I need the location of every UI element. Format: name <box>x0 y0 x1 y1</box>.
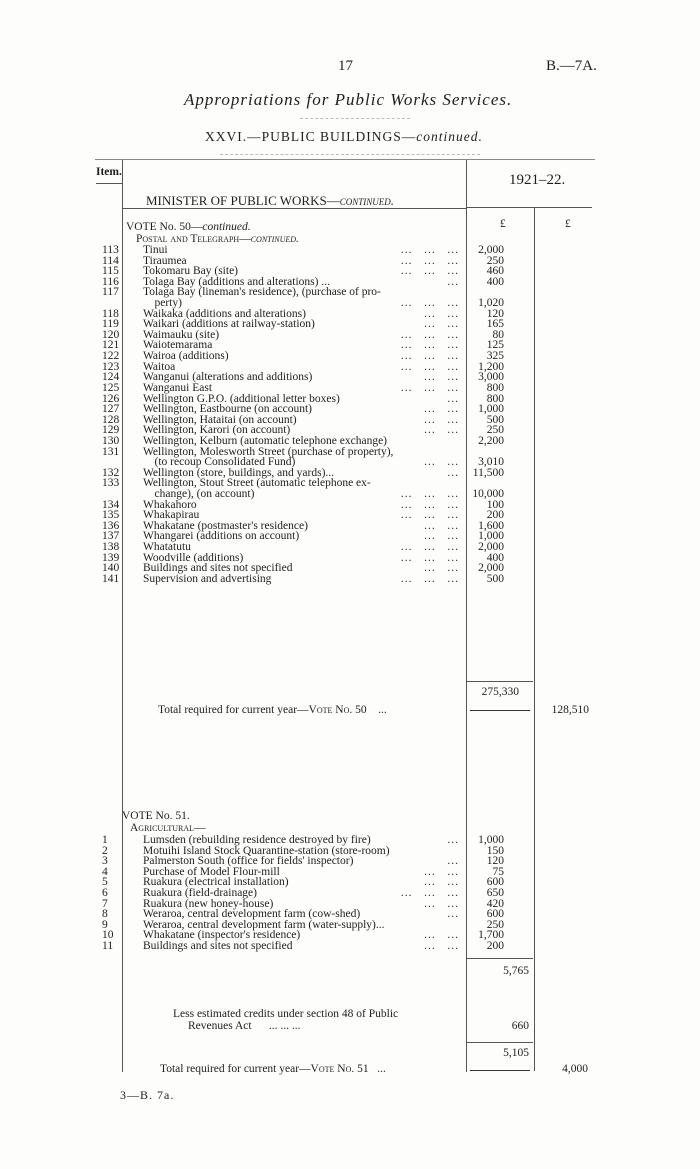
item-description <box>143 941 459 952</box>
item-description-text: Wellington, Hataitai (on account) <box>143 413 297 426</box>
item-description-text: Whakahoro <box>143 498 197 511</box>
page-title: Appropriations for Public Works Services. <box>184 90 513 109</box>
item-amount: 100 <box>486 498 504 511</box>
leader-dots: ... ... ... <box>400 488 459 501</box>
item-description-text: Tokomaru Bay (site) <box>143 265 239 278</box>
item-description-text: Tolaga Bay (additions and alterations) ... <box>143 275 330 288</box>
item-description-text: Ruakura (new honey-house) <box>143 897 274 910</box>
item-number: 127 <box>102 403 120 416</box>
item-description-text: Wellington, Stout Street (automatic telephone ex- <box>143 477 371 490</box>
leader-dots: ... ... <box>424 530 459 543</box>
item-amount: 250 <box>486 424 504 437</box>
leader-dots: ... ... ... <box>400 498 459 511</box>
item-amount: 1,020 <box>478 297 504 310</box>
currency-symbol-col1: £ <box>500 218 506 230</box>
item-amount: 165 <box>486 318 504 331</box>
item-amount: 200 <box>486 509 504 522</box>
item-amount: 80 <box>492 328 504 341</box>
item-description-text: Lumsden (rebuilding residence destroyed by fire) <box>143 834 371 846</box>
item-amount: 1,700 <box>478 929 504 942</box>
section-heading-main: XXVI.—PUBLIC BUILDINGS— <box>205 129 417 144</box>
item-number: 124 <box>102 371 120 384</box>
item-description-text: Motuihi Island Stock Quarantine-station (store-room) <box>143 844 390 857</box>
leader-dots: ... <box>447 466 459 479</box>
item-description-text: Wanganui (alterations and additions) <box>143 371 313 384</box>
leader-dots: ... ... <box>424 940 459 953</box>
credits-amount: 660 <box>511 1020 529 1032</box>
item-amount: 2,000 <box>478 244 504 256</box>
item-number: 2 <box>102 844 108 857</box>
item-description-text: Weraroa, central development farm (cow-shed) <box>143 908 361 921</box>
item-number: 3 <box>102 855 108 868</box>
leader-dots: ... <box>447 392 459 405</box>
item-number: 116 <box>102 275 119 288</box>
ministry-heading-main: MINISTER OF PUBLIC WORKS— <box>146 193 340 208</box>
item-amount: 3,010 <box>478 456 504 469</box>
item-description-text: perty) <box>143 297 182 310</box>
item-description-text: Wairoa (additions) <box>143 350 229 363</box>
item-number: 11 <box>102 940 114 953</box>
item-amount: 600 <box>486 908 504 921</box>
item-description-text: Ruakura (electrical installation) <box>143 876 289 889</box>
item-amount: 600 <box>486 876 504 889</box>
item-amount: 10,000 <box>472 488 504 501</box>
item-number: 9 <box>102 918 108 931</box>
item-amount: 1,600 <box>478 519 504 532</box>
footer-signature: 3—B. 7a. <box>120 1088 175 1102</box>
item-description-text: Supervision and advertising <box>143 572 272 585</box>
item-amount: 500 <box>486 572 504 585</box>
item-number: 137 <box>102 530 120 543</box>
vote-50-subtotal: 275,330 <box>481 686 519 698</box>
leader-dots: ... ... <box>424 413 459 426</box>
leader-dots: ... ... ... <box>400 887 459 900</box>
leader-dots: ... <box>447 908 459 921</box>
leader-dots: ... ... ... <box>400 551 459 564</box>
item-description-text: Waiotemarama <box>143 339 213 352</box>
leader-dots: ... <box>447 275 459 288</box>
item-description-text: Whangarei (additions on account) <box>143 530 300 543</box>
item-description-text: Waikari (additions at railway-station) <box>143 318 315 331</box>
table-row <box>102 941 512 952</box>
item-description-text: Ruakura (field-drainage) <box>143 887 257 900</box>
item-description-text: change), (on account) <box>143 488 255 501</box>
vote-51-subheading: Agricultural— <box>130 822 206 834</box>
item-amount: 2,000 <box>478 541 504 554</box>
item-number: 123 <box>102 360 120 373</box>
leader-dots: ... ... <box>424 371 459 384</box>
item-description-text: Weraroa, central development farm (water-supply)... <box>143 918 385 931</box>
item-description-text: Whatatutu <box>143 541 191 554</box>
vote-51-total-label: Total required for current year—Vote No. 51 ... <box>160 1063 386 1075</box>
leader-dots: ... ... <box>424 562 459 575</box>
year-column-header: 1921–22. <box>509 172 566 188</box>
item-amount: 11,500 <box>472 466 504 479</box>
item-number: 126 <box>102 392 120 405</box>
item-number: 131 <box>102 445 120 458</box>
item-description-text: Whakapirau <box>143 509 200 522</box>
item-number: 4 <box>102 865 108 878</box>
item-description-text: Tolaga Bay (lineman's residence), (purchase of pro- <box>143 286 381 299</box>
item-amount: 800 <box>486 381 504 394</box>
vote-50-heading: VOTE No. 50—continued. <box>126 221 251 233</box>
vote-50-table <box>102 245 512 585</box>
item-amount: 150 <box>486 844 504 857</box>
item-amount: 400 <box>486 275 504 288</box>
item-number: 119 <box>102 318 119 331</box>
item-number: 132 <box>102 466 120 479</box>
item-number: 122 <box>102 350 120 363</box>
leader-dots: ... ... <box>424 403 459 416</box>
leader-dots: ... ... <box>424 424 459 437</box>
item-number: 7 <box>102 897 108 910</box>
item-amount: 500 <box>486 413 504 426</box>
item-amount: 1,000 <box>478 403 504 416</box>
leader-dots: ... ... ... <box>400 541 459 554</box>
item-number: 5 <box>102 876 108 889</box>
leader-dots: ... ... ... <box>400 244 459 256</box>
item-description-text: Purchase of Model Flour-mill <box>143 865 280 878</box>
item-amount: 400 <box>486 551 504 564</box>
item-description-text: Wellington, Kelburn (automatic telephone exchange) <box>143 434 387 447</box>
item-number: 115 <box>102 265 119 278</box>
item-number: 134 <box>102 498 120 511</box>
vote-51-total: 4,000 <box>562 1063 588 1075</box>
item-amount: 200 <box>486 940 504 953</box>
leader-dots: ... ... ... <box>400 265 459 278</box>
item-amount: 120 <box>486 307 504 320</box>
item-description-text: Woodville (additions) <box>143 551 244 564</box>
item-description-text: Whakatane (postmaster's residence) <box>143 519 308 532</box>
vote-51-net: 5,105 <box>503 1047 529 1059</box>
leader-dots: ... ... <box>424 897 459 910</box>
item-amount: 125 <box>486 339 504 352</box>
leader-dots: ... ... ... <box>400 350 459 363</box>
item-description-text: Wellington G.P.O. (additional letter boxes) <box>143 392 340 405</box>
item-amount: 800 <box>486 392 504 405</box>
ministry-heading <box>146 193 394 209</box>
vote-50-total-label: Total required for current year—Vote No. 50 ... <box>158 704 387 716</box>
currency-symbol-col2: £ <box>565 218 571 230</box>
vote-50-subheading: Postal and Telegraph—continued. <box>136 233 299 245</box>
leader-dots: ... ... ... <box>400 254 459 267</box>
item-amount: 1,000 <box>478 834 504 846</box>
item-number: 139 <box>102 551 120 564</box>
leader-dots: ... ... ... <box>400 339 459 352</box>
item-description-text: Wanganui East <box>143 381 213 394</box>
item-amount: 2,200 <box>478 434 504 447</box>
item-amount: 120 <box>486 855 504 868</box>
vote-51-heading: VOTE No. 51. <box>122 810 190 822</box>
page-number: 17 <box>338 58 353 74</box>
item-description-text: Waitoa <box>143 360 176 373</box>
item-number: 1 <box>102 834 108 846</box>
credits-line-1: Less estimated credits under section 48 of Public <box>173 1008 399 1020</box>
ministry-heading-suffix: continued. <box>339 193 394 208</box>
leader-dots: ... ... <box>424 865 459 878</box>
item-description <box>143 574 459 585</box>
leader-dots: ... ... <box>424 929 459 942</box>
table-row <box>102 574 512 585</box>
item-description-text: Buildings and sites not specified <box>143 940 293 953</box>
vote-51-table <box>102 835 512 952</box>
item-number: 121 <box>102 339 120 352</box>
item-number: 130 <box>102 434 120 447</box>
item-description-text: Wellington (store, buildings, and yards)... <box>143 466 335 479</box>
item-description-text: Palmerston South (office for fields' inspector) <box>143 855 354 868</box>
item-number: 114 <box>102 254 119 267</box>
section-heading <box>205 129 483 145</box>
item-amount: 75 <box>492 865 504 878</box>
item-number: 125 <box>102 381 120 394</box>
item-amount: 2,000 <box>478 562 504 575</box>
item-amount: 650 <box>486 887 504 900</box>
item-description-text: Wellington, Eastbourne (on account) <box>143 403 312 416</box>
item-number: 129 <box>102 424 120 437</box>
item-number: 128 <box>102 413 120 426</box>
item-number: 136 <box>102 519 120 532</box>
leader-dots: ... ... <box>424 456 459 469</box>
item-number: 118 <box>102 307 119 320</box>
leader-dots: ... ... <box>424 307 459 320</box>
credits-line-2: Revenues Act ... ... ... <box>188 1020 301 1032</box>
item-amount: 250 <box>486 254 504 267</box>
document-reference: B.—7A. <box>546 58 597 74</box>
leader-dots: ... ... ... <box>400 297 459 310</box>
leader-dots: ... <box>447 855 459 868</box>
item-number: 117 <box>102 286 119 299</box>
leader-dots: ... ... <box>424 876 459 889</box>
leader-dots: ... ... ... <box>400 509 459 522</box>
item-number: 6 <box>102 887 108 900</box>
item-number: 133 <box>102 477 120 490</box>
item-number: 113 <box>102 244 119 256</box>
vote-50-total: 128,510 <box>551 704 589 716</box>
item-amount: 325 <box>486 350 504 363</box>
item-description-text: Waikaka (additions and alterations) <box>143 307 306 320</box>
item-description-text: Whakatane (inspector's residence) <box>143 929 301 942</box>
item-number: 138 <box>102 541 120 554</box>
item-description-text: (to recoup Consolidated Fund) <box>143 456 296 469</box>
leader-dots: ... ... ... <box>400 572 459 585</box>
item-description-text: Waimauku (site) <box>143 328 220 341</box>
item-number: 135 <box>102 509 120 522</box>
item-amount: 420 <box>486 897 504 910</box>
item-description-text: Buildings and sites not specified <box>143 562 293 575</box>
item-amount: 1,200 <box>478 360 504 373</box>
leader-dots: ... ... ... <box>400 381 459 394</box>
item-description-text: Tinui <box>143 244 168 256</box>
item-description-text: Wellington, Molesworth Street (purchase of property), <box>143 445 394 458</box>
leader-dots: ... ... ... <box>400 328 459 341</box>
leader-dots: ... ... ... <box>400 360 459 373</box>
item-amount: 3,000 <box>478 371 504 384</box>
vote-51-subtotal: 5,765 <box>503 965 529 977</box>
item-number: 10 <box>102 929 114 942</box>
leader-dots: ... ... <box>424 519 459 532</box>
leader-dots: ... <box>447 834 459 846</box>
item-description-text: Wellington, Karori (on account) <box>143 424 291 437</box>
item-number: 8 <box>102 908 108 921</box>
item-amount: 250 <box>486 918 504 931</box>
section-heading-suffix: continued. <box>416 129 483 144</box>
item-number: 141 <box>102 572 120 585</box>
item-amount: 1,000 <box>478 530 504 543</box>
item-description-text: Tiraumea <box>143 254 187 267</box>
item-amount: 460 <box>486 265 504 278</box>
item-number: 120 <box>102 328 120 341</box>
item-column-header: Item. <box>96 166 122 178</box>
leader-dots: ... ... <box>424 318 459 331</box>
item-number: 140 <box>102 562 120 575</box>
